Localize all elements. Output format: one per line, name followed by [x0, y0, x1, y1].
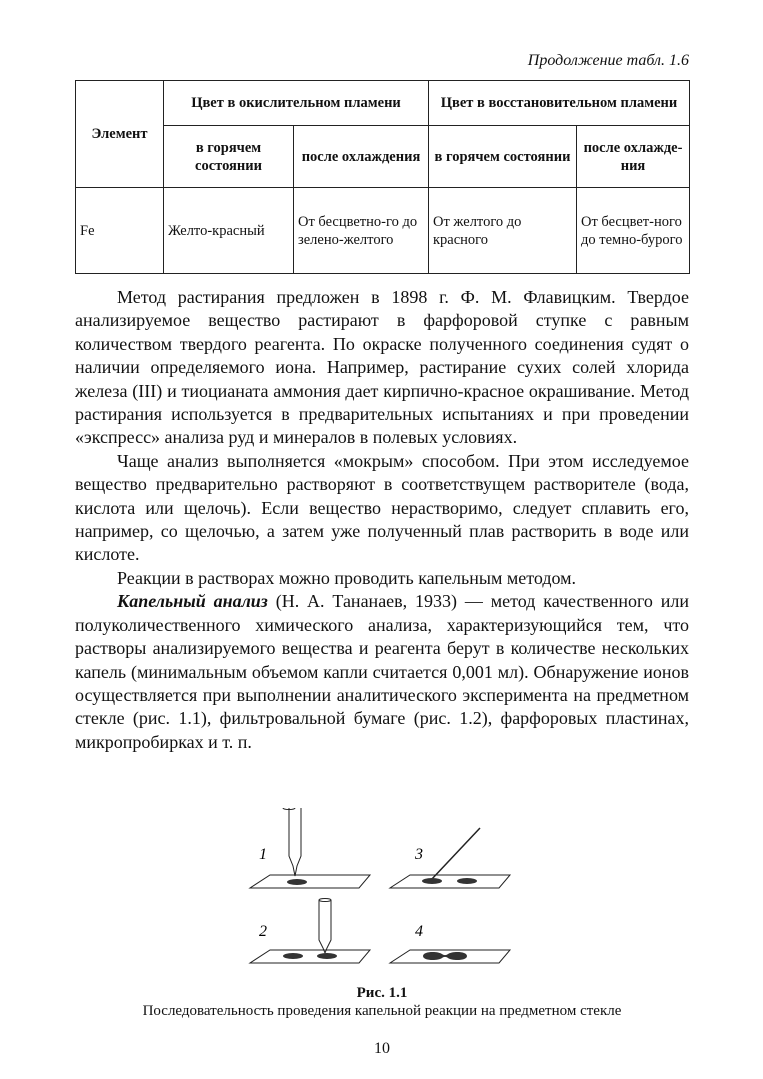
- figure-caption-text: Последовательность проведения капельной реакции на предметном стекле: [142, 1003, 622, 1019]
- page-number: 10: [374, 1040, 390, 1057]
- pipette-2: [319, 900, 331, 953]
- step-2-illustration: [250, 899, 370, 964]
- figure-label-3: 3: [415, 846, 423, 863]
- body-text: [75, 286, 689, 754]
- glass-slide-3: [390, 875, 510, 888]
- step-4-illustration: [390, 923, 510, 963]
- paragraph-drop-analysis: [75, 590, 689, 754]
- header-element: Элемент: [76, 81, 164, 188]
- step-1-illustration: [250, 808, 370, 888]
- drop-analysis-definition: (Н. А. Тананаев, 1933) — метод качественного или полуколичественного химического анализа, характеризующийся тем, что растворы анализируемого вещества и реагента берут в количестве нескольких капель (минимальным объемом капли считается 0,001 мл). Обнаружение ионов осуществляется при выполнении аналитического эксперимента на предметном стекле (рис. 1.1), фильтровальной бумаге (рис. 1.2), фарфоровых пластинах, микропробирках и т. п.: [75, 591, 689, 752]
- glass-slide-1: [250, 875, 370, 888]
- paragraph-rubbing-method: Метод растирания предложен в 1898 г. Ф. М. Флавицким. Твердое анализируемое вещество растирают в фарфоровой ступке с равным количеством твердого реагента. По окраске полученного соединения судят о наличии определяемого иона. Например, растирание сухих солей хлорида железа (III) и тиоцианата аммония дает кирпично-красное окрашивание. Метод растирания используется в предварительных испытаниях и при проведении «экспресс» анализа руд и минералов в полевых условиях.: [75, 287, 689, 448]
- step-3-illustration: [390, 828, 510, 888]
- drop-reaction-figure: [245, 808, 525, 978]
- header-oxidizing-flame: Цвет в окислительном пламени: [164, 81, 429, 126]
- cell-element: Fe: [76, 188, 164, 274]
- header-ox-cool: после охлаждения: [294, 126, 429, 188]
- cell-ox-cool: От бесцветно-го до зелено-желтого: [294, 188, 429, 274]
- pipette-1: [289, 808, 301, 876]
- cell-red-cool: От бесцвет-ного до темно-бурого: [577, 188, 690, 274]
- term-drop-analysis: Капельный анализ: [117, 591, 268, 612]
- figure-caption-title: Рис. 1.1: [356, 985, 408, 1001]
- drop-2a: [283, 953, 303, 959]
- glass-slide-2: [250, 950, 370, 963]
- figure-label-4: 4: [415, 923, 423, 940]
- drop-3b: [457, 878, 477, 884]
- glass-rod: [431, 828, 480, 880]
- merged-drops: [423, 952, 467, 960]
- table-continuation-label: Продолжение табл. 1.6: [527, 52, 689, 69]
- drop-2b: [317, 953, 337, 959]
- drop-1: [287, 879, 307, 885]
- table-row: [76, 188, 690, 274]
- header-reducing-flame: Цвет в восстановительном пламени: [429, 81, 690, 126]
- paragraph-wet-method: Чаще анализ выполняется «мокрым» способом. При этом исследуемое вещество предварительно растворяют в соответствущем растворителе (вода, кислота или щелочь). Если вещество нерастворимо, следует сплавить его, например, со щелочью, а затем уже полученный плав растворить в воде или кислоте.: [75, 450, 689, 565]
- header-red-cool: после охлажде-ния: [577, 126, 690, 188]
- drop-3a: [422, 878, 442, 884]
- flame-color-table: [75, 80, 690, 274]
- header-ox-hot: в горячем состоянии: [164, 126, 294, 188]
- cell-red-hot: От желтого до красного: [429, 188, 577, 274]
- cell-ox-hot: Желто-красный: [164, 188, 294, 274]
- header-red-hot: в горячем состоянии: [429, 126, 577, 188]
- figure-label-2: 2: [259, 923, 267, 940]
- figure-label-1: 1: [259, 846, 267, 863]
- paragraph-drop-method: Реакции в растворах можно проводить капельным методом.: [117, 567, 577, 588]
